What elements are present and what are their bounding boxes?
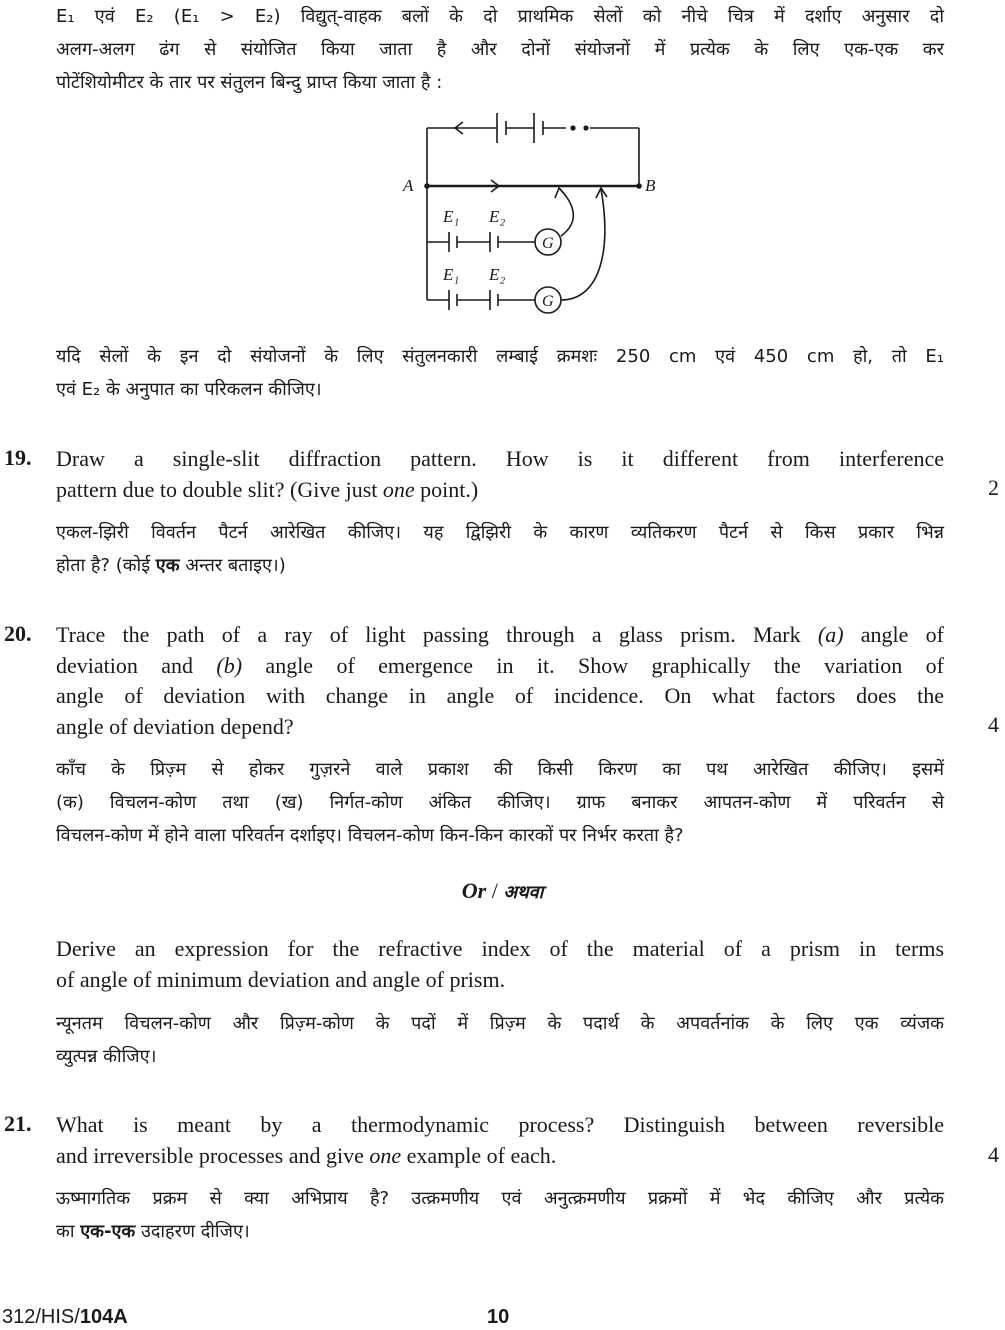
terminal-b-label: B xyxy=(645,176,656,195)
galvanometer-label: G xyxy=(542,293,554,310)
marks: 2 xyxy=(988,475,999,500)
q20-alt-hi-line-2: व्युत्पन्न कीजिए। xyxy=(56,1046,157,1067)
q20-alt-hindi xyxy=(56,1007,944,1073)
or-separator: Or / अथवा xyxy=(461,878,544,903)
q19-hi-line-2: होता है? (कोई एक अन्तर बताइए।) xyxy=(56,555,286,576)
q20-alt-hi-line-1: न्यूनतम विचलन-कोण और प्रिज़्म-कोण के पदों में प्रिज़्म के पदार्थ के अपवर्तनांक के लिए एक व्यंजक xyxy=(56,1013,944,1034)
q18-question-line-2: एवं E₂ के अनुपात का परिकलन कीजिए। xyxy=(56,379,322,400)
q18-intro-line-1: E₁ एवं E₂ (E₁ > E₂) विद्युत्-वाहक बलों के दो प्राथमिक सेलों को नीचे चित्र में दर्शाए अनुसार दो xyxy=(56,6,944,27)
question-number: 19. xyxy=(4,445,32,470)
q18-question-line-1: यदि सेलों के इन दो संयोजनों के लिए संतुलनकारी लम्बाई क्रमशः 250 cm एवं 450 cm हो, तो E₁ xyxy=(56,346,944,367)
q21-en-line-2: and irreversible processes and give one example of each. xyxy=(56,1142,557,1168)
or-label-en: Or xyxy=(461,878,487,903)
q18-question xyxy=(56,340,944,406)
q20-alt-en-line-2: of angle of minimum deviation and angle of prism. xyxy=(56,966,506,992)
q20-en-line-3: angle of deviation with change in angle of incidence. On what factors does the xyxy=(56,683,944,708)
marks: 4 xyxy=(988,1142,999,1167)
q19-en-line-1: Draw a single-slit diffraction pattern. How is it different from interference xyxy=(56,446,944,471)
q20-en-line-2: deviation and (b) angle of emergence in it. Show graphically the variation of xyxy=(56,652,944,678)
q20-alt-en-line-1: Derive an expression for the refractive index of the material of a prism in terms xyxy=(56,936,944,961)
q20-en-line-4: angle of deviation depend? xyxy=(56,713,294,739)
q19-english xyxy=(56,444,944,505)
q21-hindi xyxy=(56,1182,944,1248)
q20-alt-english xyxy=(56,934,944,995)
q21-english xyxy=(56,1110,944,1171)
q18-intro-line-3: पोटेंशियोमीटर के तार पर संतुलन बिन्दु प्राप्त किया जाता है : xyxy=(56,72,443,93)
q19-hindi xyxy=(56,516,944,582)
galvanometer-label: G xyxy=(542,235,554,252)
q20-hi-line-3: विचलन-कोण में होने वाला परिवर्तन दर्शाइए। विचलन-कोण किन-किन कारकों पर निर्भर करता है? xyxy=(56,825,684,846)
cell-e1-label: E₁ xyxy=(443,207,460,226)
q20-hindi xyxy=(56,753,944,852)
marks: 4 xyxy=(988,712,999,737)
question-number: 21. xyxy=(4,1111,32,1136)
q18-intro-line-2: अलग-अलग ढंग से संयोजित किया जाता है और दोनों संयोजनों में प्रत्येक के लिए एक-एक कर xyxy=(56,39,944,60)
q19-hi-line-1: एकल-झिरी विवर्तन पैटर्न आरेखित कीजिए। यह द्विझिरी के कारण व्यतिकरण पैटर्न से किस प्रकार भिन्न xyxy=(56,522,944,543)
cell-e2-label: E₂ xyxy=(489,207,506,226)
page-number: 10 xyxy=(487,1306,510,1328)
question-number: 20. xyxy=(4,621,32,646)
q20-hi-line-2: (क) विचलन-कोण तथा (ख) निर्गत-कोण अंकित कीजिए। ग्राफ बनाकर आपतन-कोण में परिवर्तन से xyxy=(56,792,944,813)
q19-en-line-2: pattern due to double slit? (Give just one point.) xyxy=(56,476,479,502)
q21-hi-line-2: का एक-एक उदाहरण दीजिए। xyxy=(56,1221,250,1242)
q20-english xyxy=(56,620,944,742)
q21-en-line-1: What is meant by a thermodynamic process? Distinguish between reversible xyxy=(56,1112,944,1137)
terminal-a-label: A xyxy=(403,176,414,195)
q20-en-line-1: Trace the path of a ray of light passing through a glass prism. Mark (a) angle of xyxy=(56,622,945,647)
q21-hi-line-1: ऊष्मागतिक प्रक्रम से क्या अभिप्राय है? उत्क्रमणीय एवं अनुत्क्रमणीय प्रक्रमों में भेद कीजिए और प्रत्येक xyxy=(56,1188,944,1209)
cell-e1-label: E₁ xyxy=(443,265,460,284)
or-label-hi: अथवा xyxy=(503,882,544,903)
potentiometer-circuit-diagram xyxy=(395,105,675,325)
paper-code: 312/HIS/104A xyxy=(2,1306,128,1328)
q20-hi-line-1: काँच के प्रिज़्म से होकर गुज़रने वाले प्रकाश की किसी किरण का पथ आरेखित कीजिए। इसमें xyxy=(56,759,944,780)
q18-intro xyxy=(56,0,944,99)
cell-e2-label: E₂ xyxy=(489,265,506,284)
